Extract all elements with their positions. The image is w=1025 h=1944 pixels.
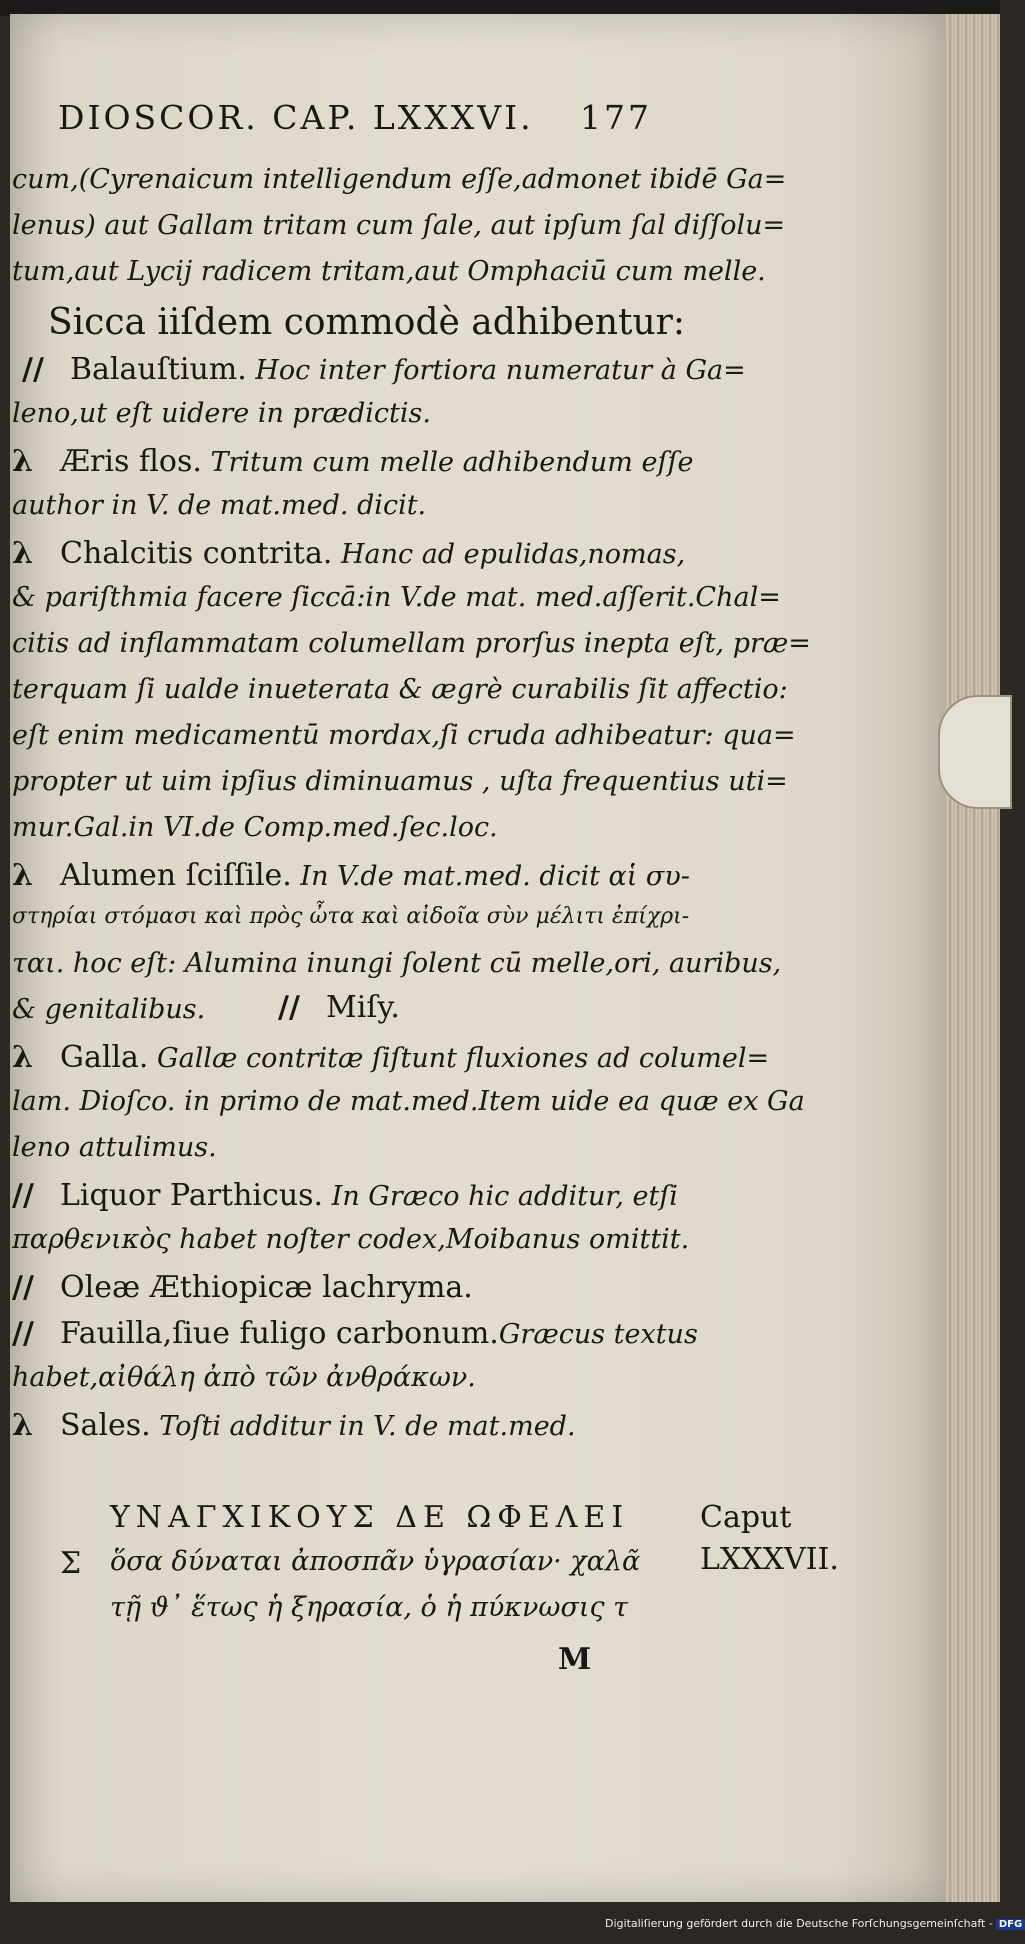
chapter-label-number: LXXXVII. bbox=[700, 1542, 839, 1577]
book-spine bbox=[945, 14, 1000, 1902]
entry-mark: // bbox=[12, 1178, 34, 1213]
entry-mark: // bbox=[22, 352, 44, 387]
entry-name: Alumen ſciſſile. bbox=[60, 858, 292, 893]
page-content bbox=[10, 14, 945, 1902]
entry-mark: λ bbox=[12, 858, 34, 893]
entry-text: Toſti additur in V. de mat.med. bbox=[150, 1411, 576, 1442]
page-number: 177 bbox=[580, 98, 652, 137]
greek-caps-line: ΥΝΑΓΧΙΚΟΥΣ ΔΕ ΩΦΕΛΕΙ bbox=[110, 1500, 630, 1535]
book-clasp bbox=[938, 695, 1012, 809]
entry-name: Miſy. bbox=[326, 990, 400, 1025]
entry-mark: // bbox=[12, 1316, 34, 1351]
running-title: DIOSCOR. CAP. LXXXVI. bbox=[58, 98, 534, 137]
entry-mark: // bbox=[12, 1270, 34, 1305]
text-line: leno attulimus. bbox=[12, 1132, 217, 1163]
text-line: tum,aut Lycij radicem tritam,aut Omphaciū cum melle. bbox=[12, 256, 766, 287]
entry-mark: λ bbox=[12, 536, 34, 571]
text-line: propter ut uim ipſius diminuamus , uſta frequentius uti= bbox=[12, 766, 788, 797]
text-line: leno,ut eſt uidere in prædictis. bbox=[12, 398, 431, 429]
entry-text: Græcus textus bbox=[498, 1319, 698, 1350]
entry-name: Balauſtium. bbox=[70, 352, 247, 387]
entry-name: Fauilla,ſiue fuligo carbonum. bbox=[60, 1316, 499, 1351]
text-line: lam. Dioſco. in primo de mat.med.Item uide ea quæ ex Ga bbox=[12, 1086, 805, 1117]
section-heading: Sicca iiſdem commodè adhibentur: bbox=[48, 302, 685, 343]
text-line: lenus) aut Gallam tritam cum ſale, aut ipſum ſal diſſolu= bbox=[12, 210, 786, 241]
entry-name: Æris flos. bbox=[60, 444, 202, 479]
entry-oleae bbox=[12, 1270, 473, 1305]
text-line: mur.Gal.in VI.de Comp.med.ſec.loc. bbox=[12, 812, 498, 843]
entry-name: Chalcitis contrita. bbox=[60, 536, 333, 571]
entry-galla bbox=[12, 1040, 769, 1075]
entry-liquor-parthicus bbox=[12, 1178, 678, 1213]
entry-name: Galla. bbox=[60, 1040, 149, 1075]
credit-text: Digitaliſierung gefördert durch die Deutsche Forſchungsgemeinſchaft - bbox=[605, 1917, 993, 1930]
entry-mark: // bbox=[278, 990, 300, 1025]
entry-name: Sales. bbox=[60, 1408, 151, 1443]
dfg-logo: DFG bbox=[996, 1919, 1025, 1930]
entry-text: In V.de mat.med. dicit αἱ συ- bbox=[291, 861, 690, 892]
entry-text: Hoc inter fortiora numeratur à Ga= bbox=[246, 355, 746, 386]
text-line: & pariſthmia facere ſiccā:in V.de mat. med.aſſerit.Chal= bbox=[12, 582, 781, 613]
text-line: & genitalibus. bbox=[12, 994, 206, 1025]
entry-chalcitis bbox=[12, 536, 685, 571]
greek-line: στηρίαι στόμασι καὶ πρὸς ὦτα καὶ αἰδοῖα σὺν μέλιτι ἐπίχρι- bbox=[12, 904, 690, 929]
entry-text: Tritum cum melle adhibendum eſſe bbox=[201, 447, 694, 478]
greek-line: ὅσα δύναται ἀποσπᾶν ὑγρασίαν· χαλᾶ bbox=[110, 1546, 641, 1577]
text-line: author in V. de mat.med. dicit. bbox=[12, 490, 427, 521]
text-line: citis ad inflammatam columellam prorſus inepta eſt, præ= bbox=[12, 628, 811, 659]
greek-line: habet,αἰθάλη ἀπὸ τῶν ἀνθράκων. bbox=[12, 1362, 476, 1393]
entry-name: Oleæ Æthiopicæ lachryma. bbox=[60, 1270, 473, 1305]
book-page bbox=[10, 14, 945, 1902]
entry-text: In Græco hic additur, etſi bbox=[323, 1181, 678, 1212]
digitization-credit bbox=[605, 1917, 1025, 1930]
signature-mark: M bbox=[558, 1642, 592, 1677]
text-line: terquam ſi ualde inueterata & ægrè curabilis ſit affectio: bbox=[12, 674, 788, 705]
chapter-label-word: Caput bbox=[700, 1500, 792, 1535]
entry-mark: λ bbox=[12, 1040, 34, 1075]
entry-alumen bbox=[12, 858, 690, 893]
entry-text: Hanc ad epulidas,nomas, bbox=[332, 539, 686, 570]
entry-fauilla bbox=[12, 1316, 698, 1351]
entry-balaustium bbox=[22, 352, 746, 387]
entry-sales bbox=[12, 1408, 576, 1443]
margin-letter: Σ bbox=[60, 1546, 82, 1581]
entry-mark: λ bbox=[12, 1408, 34, 1443]
greek-line: τῇ ϑ᾽ ἕτως ἡ ξηρασία, ὁ ἡ πύκνωσις τ bbox=[110, 1592, 629, 1623]
misy-entry bbox=[278, 990, 400, 1025]
text-line: cum,(Cyrenaicum intelligendum eſſe,admonet ibidē Ga= bbox=[12, 164, 787, 195]
text-line: παρθενικὸς habet noſter codex,Moibanus omittit. bbox=[12, 1224, 690, 1255]
entry-mark: λ bbox=[12, 444, 34, 479]
entry-name: Liquor Parthicus. bbox=[60, 1178, 324, 1213]
entry-aeris-flos bbox=[12, 444, 693, 479]
text-line: eſt enim medicamentū mordax,ſi cruda adhibeatur: qua= bbox=[12, 720, 796, 751]
text-line: ται. hoc eſt: Alumina inungi ſolent cū melle,ori, auribus, bbox=[12, 948, 782, 979]
entry-text: Gallæ contritæ ſiſtunt fluxiones ad columel= bbox=[148, 1043, 770, 1074]
